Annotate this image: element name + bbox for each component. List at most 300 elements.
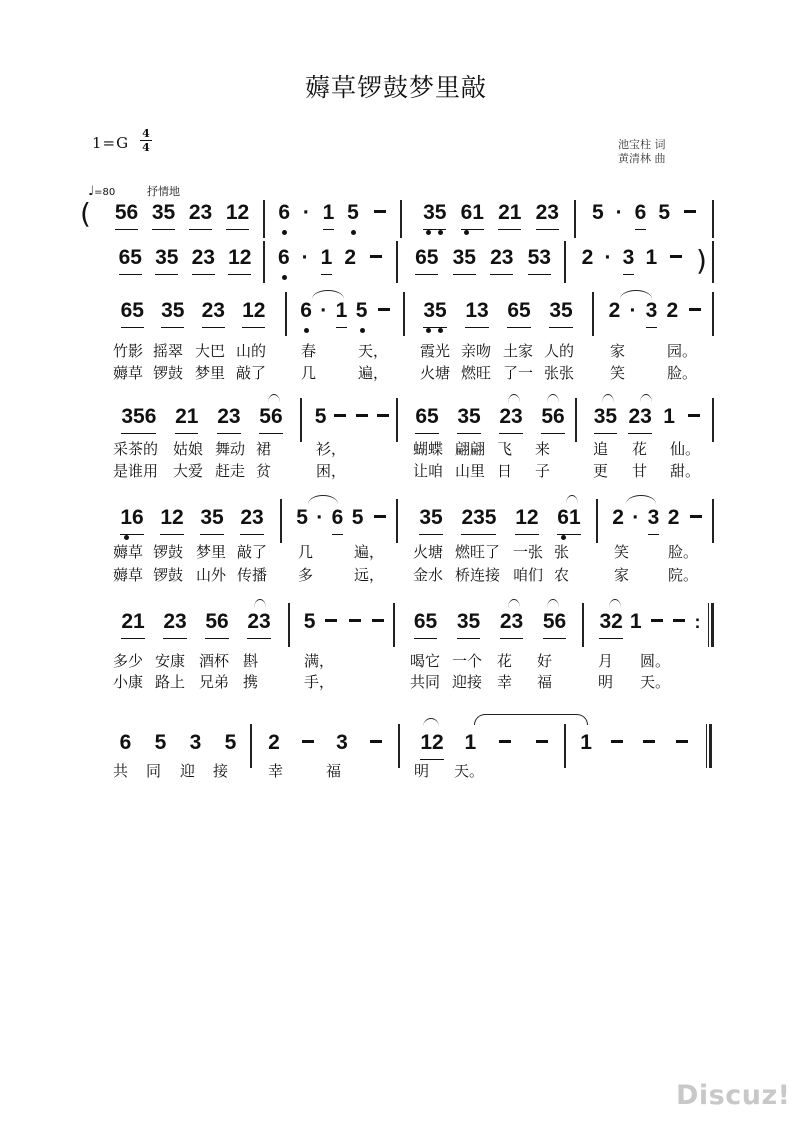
note: 5 <box>351 506 364 529</box>
note: 23 <box>247 609 270 639</box>
measure <box>112 298 274 338</box>
note: 23 <box>217 404 240 434</box>
dash <box>687 298 703 327</box>
tie-slur <box>508 599 520 608</box>
dash <box>354 404 370 433</box>
dash <box>649 609 665 638</box>
note: 5 <box>591 201 604 224</box>
lyric: 月 <box>598 652 614 670</box>
note: 35 <box>200 505 223 535</box>
lyric: 亲吻 <box>461 342 492 360</box>
note: 1 <box>323 200 335 230</box>
lyric: 明 <box>414 762 430 780</box>
note: 1 <box>464 731 477 754</box>
lyric: 仙。 <box>670 440 701 458</box>
note: 13 <box>465 298 488 328</box>
barline <box>403 292 405 336</box>
barline <box>285 292 287 336</box>
lyric: 明 <box>598 673 614 691</box>
dash <box>671 609 687 638</box>
barline <box>396 499 398 543</box>
note: 6 <box>635 200 647 230</box>
measure <box>608 505 708 545</box>
barline <box>300 398 302 442</box>
note: 65 <box>121 298 144 328</box>
note: 5 <box>347 200 359 229</box>
tie-slur <box>626 495 656 504</box>
note: 12 <box>515 505 538 535</box>
dash <box>375 404 391 433</box>
lyric: 福 <box>537 673 553 691</box>
lyric: 桥连接 <box>455 566 501 584</box>
lyric: 天。 <box>454 762 485 780</box>
dot: · <box>604 246 612 269</box>
note: 56 <box>205 609 228 639</box>
tie-slur <box>547 394 559 403</box>
lyric: 衫， <box>316 440 347 458</box>
note: 23 <box>240 505 263 535</box>
note: 1 <box>645 246 658 269</box>
note: 21 <box>498 200 521 230</box>
note: 5 <box>154 731 167 754</box>
lyric: 福 <box>326 762 342 780</box>
lyric: 满， <box>304 652 335 670</box>
song-title: 薅草锣鼓梦里敲 <box>304 73 487 102</box>
dash <box>332 404 348 433</box>
measure <box>292 505 392 545</box>
lyric: 燃旺 <box>461 364 492 382</box>
lyric: 让咱 <box>413 462 444 480</box>
note: 1 <box>629 610 642 633</box>
lyric: 安康 <box>155 652 186 670</box>
note: 2 <box>344 246 356 269</box>
lyric: 了一 <box>503 364 534 382</box>
measure <box>414 298 582 338</box>
measure <box>572 730 698 770</box>
lyric: 携 <box>243 673 259 691</box>
lyric: 接 <box>213 762 229 780</box>
note: 21 <box>121 609 144 639</box>
dash <box>368 730 384 759</box>
note: 23 <box>189 200 212 230</box>
barline <box>564 241 566 283</box>
dot: · <box>632 506 640 529</box>
open-repeat-paren: ( <box>80 197 91 230</box>
lyric: 斟 <box>243 652 259 670</box>
lyric: 笑 <box>614 543 630 561</box>
tie-slur <box>308 495 338 504</box>
lyric: 路上 <box>155 673 186 691</box>
note: 235 <box>461 505 496 535</box>
tempo-value: =80 <box>94 187 116 198</box>
lyric: 春 <box>301 342 317 360</box>
note: 35 <box>152 200 175 230</box>
lyric: 山外 <box>196 566 227 584</box>
note: 23 <box>202 298 225 328</box>
lyric: 多 <box>298 566 314 584</box>
measure <box>272 245 390 285</box>
measure <box>404 609 576 649</box>
dash <box>668 245 684 274</box>
key-tonic: 1 <box>92 134 102 152</box>
barline <box>712 200 714 238</box>
dash <box>641 730 657 759</box>
note: 3 <box>623 245 635 275</box>
lyric: 燃旺了 <box>455 543 501 561</box>
lyric: 远， <box>354 566 385 584</box>
dot: · <box>320 299 328 322</box>
lyric: 农 <box>554 566 570 584</box>
note: 12 <box>226 200 249 230</box>
measure <box>108 200 256 240</box>
lyric: 幸 <box>497 673 513 691</box>
lyric: 同 <box>146 762 162 780</box>
note: 2 <box>666 299 679 322</box>
dot: · <box>629 299 637 322</box>
barline <box>575 398 577 442</box>
lyric: 锣鼓 <box>153 543 184 561</box>
lyric: 花 <box>497 652 513 670</box>
lyric: 金水 <box>413 566 444 584</box>
barline <box>263 200 265 238</box>
lyric: 舞动 <box>215 440 246 458</box>
barline <box>712 398 714 442</box>
note: 5 <box>303 610 316 633</box>
dash <box>609 730 625 759</box>
tie-slur <box>640 394 652 403</box>
note: 6 <box>332 505 344 535</box>
lyric: 裙 <box>256 440 272 458</box>
final-barline <box>706 724 712 768</box>
note: 3 <box>336 731 348 754</box>
lyric: 一张 <box>513 543 544 561</box>
note: 3 <box>648 505 660 535</box>
key-equals: = <box>102 134 116 152</box>
lyric: 园。 <box>667 342 698 360</box>
expression-marking: 抒情地 <box>147 185 180 198</box>
lyric: 敲了 <box>236 364 267 382</box>
lyricist-credit: 池宝柱 词 <box>618 138 666 151</box>
measure <box>408 245 558 285</box>
dash <box>368 245 384 274</box>
lyric: 敲了 <box>237 543 268 561</box>
dash <box>682 200 698 229</box>
lyric: 土家 <box>503 342 534 360</box>
lyric: 薅草 <box>113 364 144 382</box>
note: 5 <box>356 298 368 327</box>
lyric: 是谁用 <box>113 462 159 480</box>
lyric: 手， <box>304 673 335 691</box>
lyric: 一个 <box>452 652 483 670</box>
note: 56 <box>115 200 138 230</box>
lyric: 张 <box>554 543 570 561</box>
barline <box>564 724 566 768</box>
note: 56 <box>541 404 564 434</box>
barline <box>396 241 398 283</box>
lyric: 几 <box>301 364 317 382</box>
lyric: 迎接 <box>452 673 483 691</box>
barline <box>393 603 395 647</box>
tie-slur <box>254 599 266 608</box>
note: 23 <box>192 245 215 275</box>
note: 65 <box>414 609 437 639</box>
lyric: 传播 <box>237 566 268 584</box>
note: 2 <box>268 731 280 754</box>
measure <box>296 298 396 338</box>
measure <box>300 609 390 649</box>
note: 35 <box>549 298 572 328</box>
note: 35 <box>419 505 442 535</box>
barline <box>596 499 598 543</box>
dot: · <box>301 246 309 269</box>
lyric: 摇翠 <box>153 342 184 360</box>
tie-slur <box>423 718 439 727</box>
note: 35 <box>453 245 476 275</box>
barline <box>592 292 594 336</box>
key-note: G <box>116 134 129 152</box>
measure <box>112 505 272 545</box>
measure <box>416 200 566 240</box>
tie-slur <box>268 394 280 403</box>
barline <box>712 292 714 336</box>
measure <box>576 245 690 285</box>
tie-slur <box>508 394 520 403</box>
dash <box>372 200 388 229</box>
lyric: 山的 <box>236 342 267 360</box>
tie-slur <box>566 495 578 504</box>
note: 1 <box>580 731 592 754</box>
note: 2 <box>612 506 624 529</box>
lyric: 遍， <box>358 364 389 382</box>
lyric: 共同 <box>410 673 441 691</box>
lyric: 多少 <box>113 652 144 670</box>
lyric: 脸。 <box>667 364 698 382</box>
measure <box>112 609 280 649</box>
end-repeat-barline <box>708 603 714 647</box>
dash <box>534 730 550 759</box>
note: 2 <box>581 246 594 269</box>
lyric: 竹影 <box>113 342 144 360</box>
note: 5 <box>224 731 237 754</box>
lyric: 火塘 <box>413 543 444 561</box>
note: 35 <box>155 245 178 275</box>
lyric: 追 <box>593 440 609 458</box>
note: 2 <box>608 299 621 322</box>
barline <box>396 398 398 442</box>
barline <box>398 724 400 768</box>
lyric: 翩翩 <box>455 440 486 458</box>
dash <box>497 730 513 759</box>
note: 5 <box>296 506 308 529</box>
dot: · <box>302 201 310 224</box>
note: 23 <box>163 609 186 639</box>
close-repeat-paren: ) <box>696 244 707 277</box>
lyric: 蝴蝶 <box>413 440 444 458</box>
staff-1 <box>0 197 792 244</box>
note: 35 <box>457 609 480 639</box>
repeat-colon: : <box>694 612 701 632</box>
lyric: 人的 <box>544 342 575 360</box>
barline <box>582 603 584 647</box>
lyric: 喝它 <box>410 652 441 670</box>
lyric: 脸。 <box>668 543 699 561</box>
dash <box>688 505 704 534</box>
lyric: 日 <box>497 462 513 480</box>
note: 1 <box>321 245 333 275</box>
composer-credit: 黄清林 曲 <box>618 152 666 165</box>
measure <box>312 404 394 444</box>
note: 35 <box>423 200 446 230</box>
note: 23 <box>536 200 559 230</box>
lyric: 迎 <box>180 762 196 780</box>
lyric: 遍， <box>354 543 385 561</box>
note: 3 <box>189 731 202 754</box>
barline <box>712 241 714 283</box>
dot: · <box>316 506 324 529</box>
note: 356 <box>121 404 156 434</box>
barline <box>263 241 265 283</box>
note: 35 <box>457 404 480 434</box>
lyric: 笑 <box>610 364 626 382</box>
dash <box>376 298 392 327</box>
watermark-logo: Discuz! <box>676 1080 791 1111</box>
staff-6 <box>0 609 792 653</box>
lyric: 山里 <box>455 462 486 480</box>
lyric: 张张 <box>544 364 575 382</box>
lyric: 子 <box>535 462 551 480</box>
note: 6 <box>300 298 312 327</box>
lyric: 贫 <box>256 462 272 480</box>
note: 12 <box>420 730 443 760</box>
barline <box>280 499 282 543</box>
measure <box>112 404 292 444</box>
lyric: 家 <box>614 566 630 584</box>
tempo-marking <box>88 184 115 199</box>
time-denominator: 4 <box>142 141 150 154</box>
lyric: 大爱 <box>173 462 204 480</box>
note: 12 <box>228 245 251 275</box>
lyric: 院。 <box>668 566 699 584</box>
lyric: 兄弟 <box>199 673 230 691</box>
measure <box>596 609 704 649</box>
lyric: 甘 <box>632 462 648 480</box>
dash <box>370 609 386 638</box>
note: 23 <box>628 404 651 434</box>
lyric: 采茶的 <box>113 440 159 458</box>
note: 23 <box>499 404 522 434</box>
note: 23 <box>500 609 523 639</box>
note: 65 <box>415 245 438 275</box>
barline <box>400 200 402 238</box>
note: 35 <box>423 298 446 328</box>
note: 65 <box>415 404 438 434</box>
measure <box>272 200 394 240</box>
note: 65 <box>119 245 142 275</box>
key-signature <box>92 134 128 152</box>
measure <box>604 298 708 338</box>
note: 6 <box>278 245 290 274</box>
note: 3 <box>646 298 658 328</box>
note: 1 <box>336 298 348 328</box>
note: 21 <box>175 404 198 434</box>
lyric: 花 <box>632 440 648 458</box>
note: 53 <box>528 245 551 275</box>
note: 35 <box>594 404 617 434</box>
note: 1 <box>663 405 675 428</box>
lyric: 飞 <box>497 440 513 458</box>
barline <box>574 200 576 238</box>
lyric: 来 <box>535 440 551 458</box>
measure <box>410 505 590 545</box>
lyric: 酒杯 <box>199 652 230 670</box>
lyric: 咱们 <box>513 566 544 584</box>
lyric: 好 <box>537 652 553 670</box>
note: 16 <box>120 505 143 535</box>
lyric: 天。 <box>640 673 671 691</box>
lyric: 薅草 <box>113 543 144 561</box>
note: 2 <box>667 506 680 529</box>
dash <box>300 730 316 759</box>
lyric: 幸 <box>268 762 284 780</box>
lyric: 圆。 <box>640 652 671 670</box>
lyric: 大巴 <box>195 342 226 360</box>
measure <box>586 200 704 240</box>
lyric: 小康 <box>113 673 144 691</box>
measure <box>112 245 258 285</box>
staff-2 <box>0 245 792 289</box>
lyric: 锣鼓 <box>153 566 184 584</box>
barline <box>288 603 290 647</box>
dash <box>347 609 363 638</box>
dash <box>686 404 702 433</box>
dash <box>323 609 339 638</box>
tie-slur <box>547 599 559 608</box>
note: 65 <box>507 298 530 328</box>
note: 6 <box>278 200 290 229</box>
lyric: 霞光 <box>420 342 451 360</box>
note: 56 <box>543 609 566 639</box>
lyric: 家 <box>610 342 626 360</box>
tie-slur <box>474 714 588 725</box>
dash <box>674 730 690 759</box>
lyric: 共 <box>113 762 129 780</box>
lyric: 困， <box>316 462 347 480</box>
lyric: 天， <box>358 342 389 360</box>
lyric: 梦里 <box>196 543 227 561</box>
lyric: 甜。 <box>670 462 701 480</box>
note: 12 <box>242 298 265 328</box>
tie-slur <box>609 599 621 608</box>
measure <box>410 730 560 770</box>
time-numerator: 4 <box>142 127 150 140</box>
lyric: 火塘 <box>420 364 451 382</box>
lyric: 锣鼓 <box>153 364 184 382</box>
note: 12 <box>160 505 183 535</box>
quarter-note-icon: ♩ <box>88 184 95 199</box>
note: 61 <box>557 505 580 535</box>
time-signature <box>140 128 152 153</box>
note: 56 <box>259 404 282 434</box>
note: 32 <box>599 609 622 639</box>
note: 61 <box>461 200 484 230</box>
dot: · <box>615 201 623 224</box>
barline <box>712 499 714 543</box>
note: 6 <box>119 731 132 754</box>
lyric: 梦里 <box>195 364 226 382</box>
barline <box>250 724 252 768</box>
lyric: 赶走 <box>215 462 246 480</box>
lyric: 薅草 <box>113 566 144 584</box>
